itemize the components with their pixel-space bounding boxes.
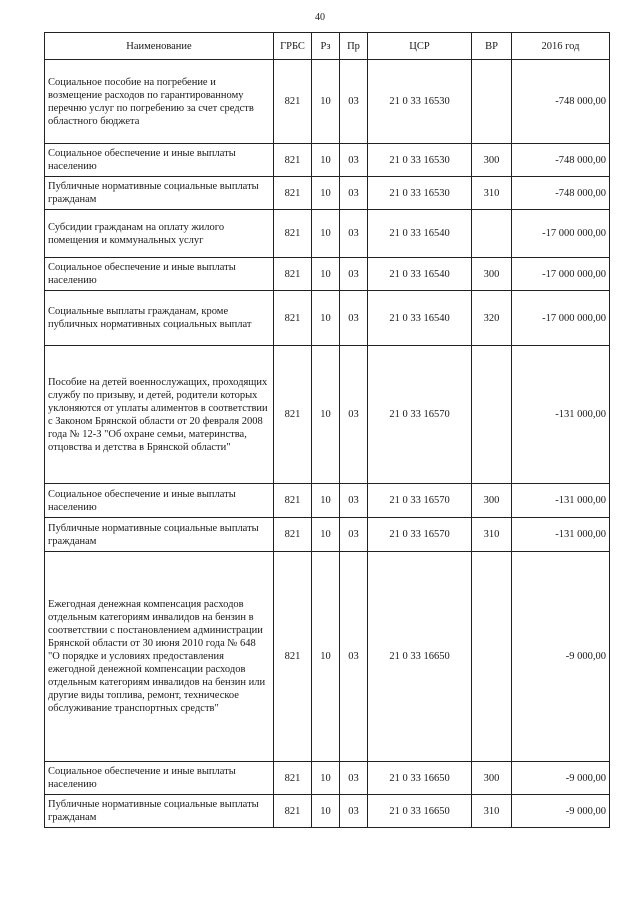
table-header-row (45, 33, 610, 60)
cell-vr: 300 (472, 762, 512, 795)
table-row (45, 291, 610, 346)
cell-vr: 300 (472, 144, 512, 177)
cell-grbs: 821 (274, 552, 312, 762)
cell-pr: 03 (340, 484, 368, 518)
cell-csr: 21 0 33 16650 (368, 552, 472, 762)
cell-csr: 21 0 33 16570 (368, 518, 472, 552)
cell-rz: 10 (312, 144, 340, 177)
table-row (45, 144, 610, 177)
cell-amount: -17 000 000,00 (512, 210, 610, 258)
cell-vr: 310 (472, 177, 512, 210)
cell-csr: 21 0 33 16540 (368, 210, 472, 258)
page-number: 40 (315, 12, 325, 23)
cell-amount: -748 000,00 (512, 177, 610, 210)
budget-table (44, 32, 610, 828)
cell-grbs: 821 (274, 762, 312, 795)
cell-amount: -131 000,00 (512, 484, 610, 518)
cell-amount: -748 000,00 (512, 60, 610, 144)
cell-rz: 10 (312, 552, 340, 762)
cell-amount: -9 000,00 (512, 762, 610, 795)
cell-rz: 10 (312, 518, 340, 552)
cell-pr: 03 (340, 291, 368, 346)
cell-vr: 300 (472, 258, 512, 291)
cell-grbs: 821 (274, 518, 312, 552)
cell-rz: 10 (312, 210, 340, 258)
cell-pr: 03 (340, 552, 368, 762)
table-row (45, 762, 610, 795)
cell-name: Пособие на детей военнослужащих, проходящих службу по призыву, и детей, родители которых уклоняются от уплаты алиментов в соответствии с Законом Брянской области от 20 февраля 2008 года № 12-З "Об охране семьи, материнства, отцовства и детства в Брянской области" (45, 346, 274, 484)
cell-grbs: 821 (274, 177, 312, 210)
cell-amount: -9 000,00 (512, 795, 610, 828)
cell-vr (472, 60, 512, 144)
cell-pr: 03 (340, 60, 368, 144)
cell-amount: -17 000 000,00 (512, 258, 610, 291)
cell-rz: 10 (312, 177, 340, 210)
table-row (45, 484, 610, 518)
table-row (45, 795, 610, 828)
cell-name: Социальное обеспечение и иные выплаты населению (45, 258, 274, 291)
cell-pr: 03 (340, 518, 368, 552)
cell-name: Социальные выплаты гражданам, кроме публичных нормативных социальных выплат (45, 291, 274, 346)
cell-csr: 21 0 33 16650 (368, 795, 472, 828)
cell-csr: 21 0 33 16650 (368, 762, 472, 795)
cell-grbs: 821 (274, 484, 312, 518)
cell-vr (472, 210, 512, 258)
cell-grbs: 821 (274, 60, 312, 144)
cell-pr: 03 (340, 795, 368, 828)
cell-vr (472, 552, 512, 762)
cell-grbs: 821 (274, 291, 312, 346)
cell-pr: 03 (340, 762, 368, 795)
cell-name: Социальное обеспечение и иные выплаты населению (45, 484, 274, 518)
table-row (45, 346, 610, 484)
cell-pr: 03 (340, 258, 368, 291)
cell-grbs: 821 (274, 144, 312, 177)
table-row (45, 210, 610, 258)
cell-rz: 10 (312, 795, 340, 828)
cell-csr: 21 0 33 16540 (368, 291, 472, 346)
cell-pr: 03 (340, 177, 368, 210)
cell-name: Субсидии гражданам на оплату жилого помещения и коммунальных услуг (45, 210, 274, 258)
column-header-name: Наименование (45, 33, 274, 60)
cell-amount: -131 000,00 (512, 518, 610, 552)
cell-name: Публичные нормативные социальные выплаты гражданам (45, 177, 274, 210)
column-header-rz: Рз (312, 33, 340, 60)
cell-rz: 10 (312, 60, 340, 144)
cell-vr: 320 (472, 291, 512, 346)
cell-rz: 10 (312, 258, 340, 291)
column-header-csr: ЦСР (368, 33, 472, 60)
cell-grbs: 821 (274, 258, 312, 291)
table-row (45, 60, 610, 144)
table-row (45, 518, 610, 552)
cell-csr: 21 0 33 16570 (368, 346, 472, 484)
cell-name: Публичные нормативные социальные выплаты гражданам (45, 795, 274, 828)
cell-pr: 03 (340, 210, 368, 258)
cell-amount: -9 000,00 (512, 552, 610, 762)
cell-name: Социальное обеспечение и иные выплаты населению (45, 762, 274, 795)
cell-csr: 21 0 33 16570 (368, 484, 472, 518)
column-header-pr: Пр (340, 33, 368, 60)
cell-rz: 10 (312, 346, 340, 484)
column-header-year: 2016 год (512, 33, 610, 60)
cell-name: Социальное пособие на погребение и возмещение расходов по гарантированному перечню услуг по погребению за счет средств областного бюджета (45, 60, 274, 144)
cell-pr: 03 (340, 346, 368, 484)
cell-name: Социальное обеспечение и иные выплаты населению (45, 144, 274, 177)
table-row (45, 177, 610, 210)
cell-amount: -748 000,00 (512, 144, 610, 177)
column-header-vr: ВР (472, 33, 512, 60)
cell-csr: 21 0 33 16530 (368, 60, 472, 144)
cell-grbs: 821 (274, 795, 312, 828)
cell-amount: -131 000,00 (512, 346, 610, 484)
cell-pr: 03 (340, 144, 368, 177)
cell-name: Публичные нормативные социальные выплаты гражданам (45, 518, 274, 552)
cell-csr: 21 0 33 16530 (368, 177, 472, 210)
cell-rz: 10 (312, 484, 340, 518)
cell-rz: 10 (312, 762, 340, 795)
cell-name: Ежегодная денежная компенсация расходов отдельным категориям инвалидов на бензин в соответствии с постановлением администрации Брянской области от 30 июня 2010 года № 648 "О порядке и условиях предоставления ежегодной денежной компенсации расходов отдельным категориям инвалидов на бензин или другие виды топлива, ремонт, техническое обслуживание транспортных средств" (45, 552, 274, 762)
column-header-grbs: ГРБС (274, 33, 312, 60)
cell-grbs: 821 (274, 210, 312, 258)
cell-amount: -17 000 000,00 (512, 291, 610, 346)
cell-csr: 21 0 33 16540 (368, 258, 472, 291)
cell-vr (472, 346, 512, 484)
table-row (45, 258, 610, 291)
cell-rz: 10 (312, 291, 340, 346)
cell-csr: 21 0 33 16530 (368, 144, 472, 177)
table-row (45, 552, 610, 762)
cell-vr: 310 (472, 518, 512, 552)
cell-vr: 300 (472, 484, 512, 518)
cell-vr: 310 (472, 795, 512, 828)
cell-grbs: 821 (274, 346, 312, 484)
